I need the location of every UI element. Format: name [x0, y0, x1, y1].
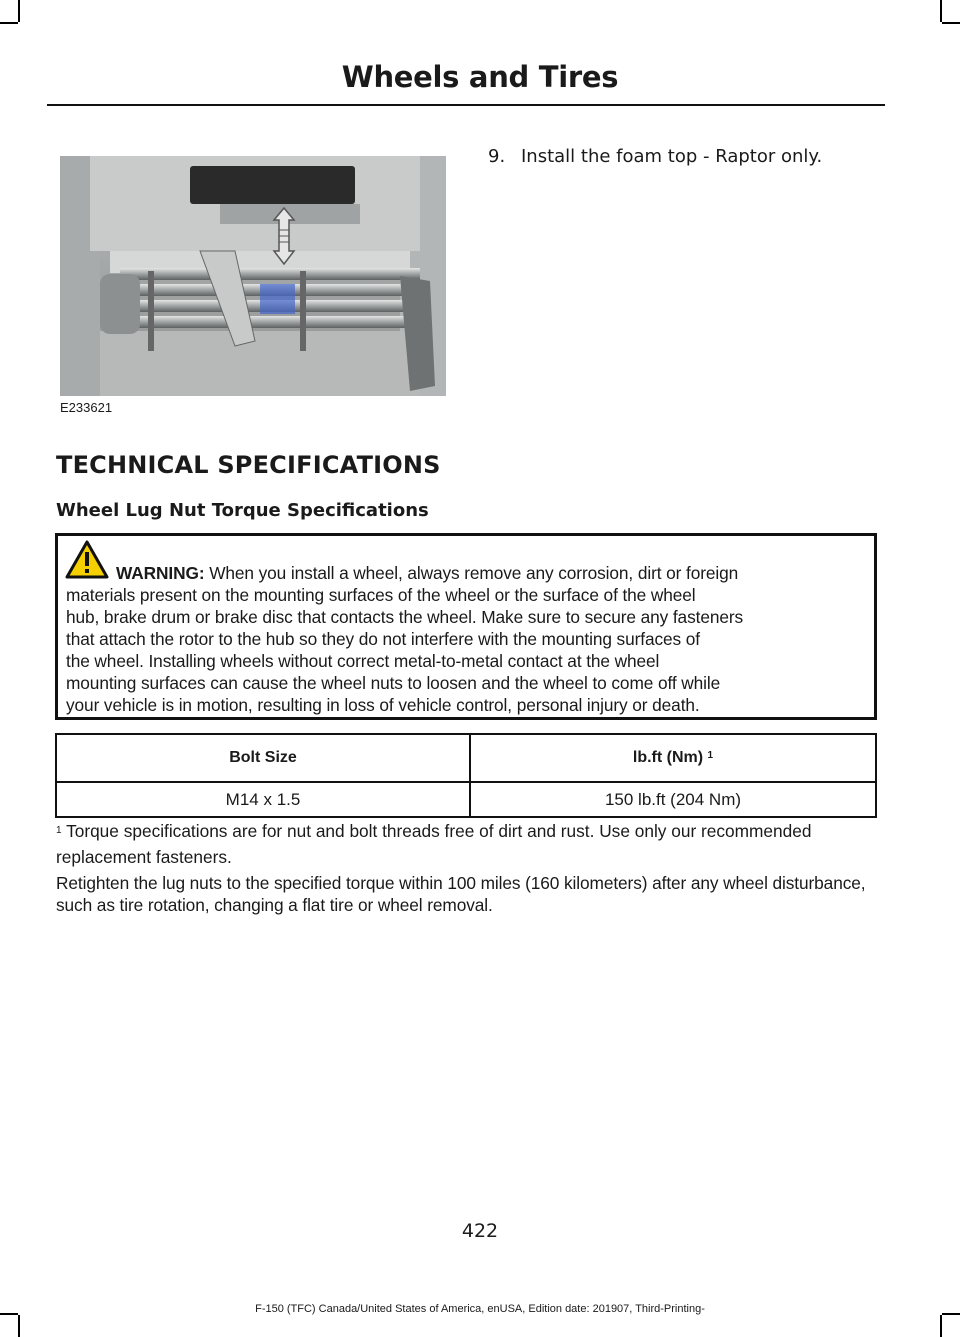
footnote-marker: 1	[56, 825, 62, 836]
footnote-text: Torque specifications are for nut and bolt threads free of dirt and rust. Use only our recommended replacement fasteners.	[56, 821, 812, 867]
crop-mark	[0, 22, 18, 24]
warning-line: mounting surfaces can cause the wheel nuts to loosen and the wheel to come off while	[66, 673, 721, 693]
step-9	[488, 146, 822, 167]
cell-bolt-size: M14 x 1.5	[56, 782, 470, 817]
crop-mark	[940, 1315, 942, 1337]
crop-mark	[942, 22, 960, 24]
table-header-row	[56, 734, 876, 782]
warning-line: your vehicle is in motion, resulting in loss of vehicle control, personal injury or death.	[66, 695, 700, 715]
crop-mark	[18, 0, 20, 22]
column-header-bolt-size: Bolt Size	[56, 734, 470, 782]
foam-top-drawing	[60, 156, 446, 396]
edition-line: F-150 (TFC) Canada/United States of America, enUSA, Edition date: 201907, Third-Printing-	[255, 1303, 705, 1315]
column-header-torque: lb.ft (Nm) $^1$	[470, 734, 876, 782]
warning-label: WARNING:	[116, 563, 205, 583]
warning-line: the wheel. Installing wheels without correct metal-to-metal contact at the wheel	[66, 651, 660, 671]
footnote-ref: 1	[707, 750, 714, 761]
subsection-title: Wheel Lug Nut Torque Specifications	[56, 500, 429, 521]
figure-code: E233621	[60, 400, 113, 415]
header-divider	[47, 104, 885, 106]
warning-line: materials present on the mounting surfaces of the wheel or the surface of the wheel	[66, 585, 696, 605]
table-row	[56, 782, 876, 817]
foam-top-illustration	[60, 156, 446, 396]
step-text: Install the foam top - Raptor only.	[521, 146, 823, 167]
warning-line: When you install a wheel, always remove any corrosion, dirt or foreign	[209, 563, 739, 583]
warning-text	[66, 562, 870, 716]
warning-box	[55, 533, 877, 720]
cell-torque: 150 lb.ft (204 Nm)	[470, 782, 876, 817]
warning-line: hub, brake drum or brake disc that contacts the wheel. Make sure to secure any fasteners	[66, 607, 744, 627]
footnote	[56, 820, 876, 868]
crop-mark	[940, 0, 942, 22]
step-number: 9.	[488, 146, 506, 167]
page-header-title: Wheels and Tires	[341, 60, 619, 94]
crop-mark	[18, 1315, 20, 1337]
page-number: 422	[461, 1220, 499, 1242]
warning-line: that attach the rotor to the hub so they do not interfere with the mounting surfaces of	[66, 629, 700, 649]
retighten-paragraph: Retighten the lug nuts to the specified torque within 100 miles (160 kilometers) after any wheel disturbance, such as tire rotation, changing a flat tire or wheel removal.	[56, 873, 866, 915]
torque-spec-table	[55, 733, 877, 818]
section-title: TECHNICAL SPECIFICATIONS	[56, 451, 441, 479]
